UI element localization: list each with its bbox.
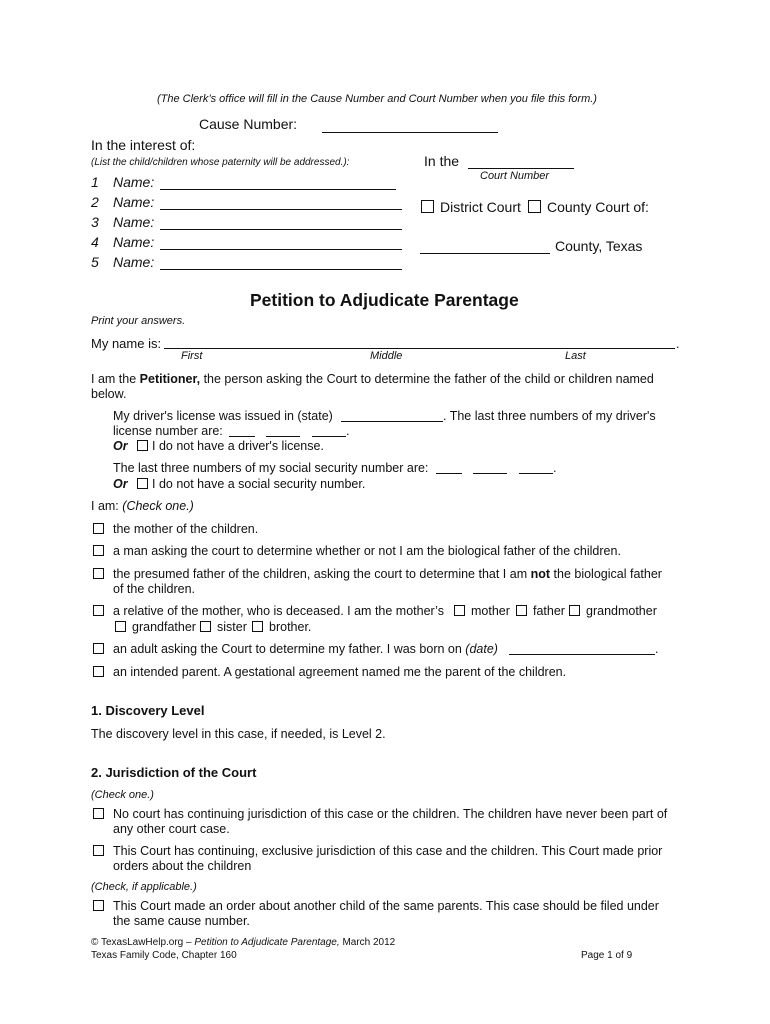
ssn-line1: The last three numbers of my social security number are:: [113, 461, 429, 475]
license-digit-3-field[interactable]: [312, 436, 346, 437]
jurisdiction-none-line1: No court has continuing jurisdiction of this case or the children. The children have never been part of: [113, 807, 668, 821]
discovery-heading: 1. Discovery Level: [91, 703, 205, 718]
no-ssn-label: I do not have a social security number.: [152, 477, 366, 491]
child-4-label: Name:: [113, 234, 155, 250]
license-line1b: . The last three numbers of my driver's: [443, 409, 656, 423]
petitioner-post: the person asking the Court to determine the father of the child or children named: [203, 372, 654, 386]
same-cause-line1: This Court made an order about another child of the same parents. This case should be filed under: [113, 899, 659, 913]
county-court-checkbox[interactable]: [528, 200, 541, 213]
opt-presumed-father-line2: of the children.: [113, 582, 195, 596]
opt-adult-line: [113, 642, 498, 656]
interest-label: In the interest of:: [91, 137, 196, 153]
petitioner-pre: I am the: [91, 372, 137, 386]
child-4-name-field[interactable]: [160, 249, 402, 250]
i-am-label: I am:: [91, 499, 119, 513]
opt5a-text: an adult asking the Court to determine my father. I was born on: [113, 642, 462, 656]
relative-father-label: father: [533, 604, 565, 618]
my-name-label: My name is:: [91, 336, 162, 351]
opt-intended-parent-checkbox[interactable]: [93, 666, 104, 677]
jurisdiction-check-one: (Check one.): [91, 789, 154, 801]
page-number: Page 1 of 9: [581, 950, 633, 961]
opt5-dot: .: [655, 642, 659, 656]
same-cause-checkbox[interactable]: [93, 900, 104, 911]
relative-grandmother-checkbox[interactable]: [569, 605, 580, 616]
footer-line1a: © TexasLawHelp.org –: [91, 937, 192, 948]
petitioner-line2: below.: [91, 387, 127, 401]
license-state-field[interactable]: [341, 421, 443, 422]
child-3-label: Name:: [113, 214, 155, 230]
ssn-digit-1-field[interactable]: [436, 473, 462, 474]
middle-label: Middle: [370, 350, 403, 362]
opt-presumed-father-checkbox[interactable]: [93, 568, 104, 579]
county-court-label: County Court of:: [547, 199, 649, 215]
last-label: Last: [565, 350, 586, 362]
child-3-name-field[interactable]: [160, 229, 402, 230]
opt-biological-father-label: a man asking the court to determine whether or not I am the biological father of the children.: [113, 544, 621, 558]
opt5-date: (date): [465, 642, 498, 656]
child-5-label: Name:: [113, 254, 155, 270]
relative-brother-checkbox[interactable]: [252, 621, 263, 632]
no-ssn-checkbox[interactable]: [137, 478, 148, 489]
district-court-checkbox[interactable]: [421, 200, 434, 213]
relative-father-checkbox[interactable]: [516, 605, 527, 616]
jurisdiction-exclusive-line2: orders about the children: [113, 859, 252, 873]
relative-mother-label: mother: [471, 604, 510, 618]
cause-number-field[interactable]: [322, 132, 498, 133]
license-line2: license number are:: [113, 424, 223, 438]
footer-line1b: Petition to Adjudicate Parentage,: [194, 937, 340, 948]
ssn-digit-3-field[interactable]: [519, 473, 553, 474]
check-applicable-note: (Check, if applicable.): [91, 881, 197, 893]
in-the-label: In the: [424, 153, 460, 169]
jurisdiction-none-checkbox[interactable]: [93, 808, 104, 819]
child-1-name-field[interactable]: [160, 189, 396, 190]
child-2-name-field[interactable]: [160, 209, 402, 210]
print-note: Print your answers.: [91, 315, 186, 327]
petitioner-bold: Petitioner,: [139, 372, 201, 386]
discovery-text: The discovery level in this case, if needed, is Level 2.: [91, 727, 386, 741]
opt-biological-father-checkbox[interactable]: [93, 545, 104, 556]
relative-grandmother-label: grandmother: [586, 604, 657, 618]
child-3-num: 3: [91, 214, 99, 230]
relative-sister-label: sister: [217, 620, 247, 634]
opt-mother-checkbox[interactable]: [93, 523, 104, 534]
child-5-num: 5: [91, 254, 99, 270]
ssn-digit-2-field[interactable]: [473, 473, 507, 474]
no-license-label: I do not have a driver's license.: [152, 439, 324, 453]
opt3a-text: the presumed father of the children, asking the court to determine that I am: [113, 567, 528, 581]
opt-adult-checkbox[interactable]: [93, 643, 104, 654]
footer-line1c: March 2012: [342, 937, 396, 948]
opt3-not: not: [530, 567, 551, 581]
ssn-or: Or: [113, 477, 128, 491]
court-number-field[interactable]: [468, 168, 574, 169]
ssn-dot: .: [553, 461, 557, 475]
petitioner-line1: [91, 372, 654, 386]
birth-date-field[interactable]: [509, 654, 655, 655]
license-line1a: My driver's license was issued in (state): [113, 409, 333, 423]
my-name-period: .: [676, 337, 680, 351]
child-4-num: 4: [91, 234, 99, 250]
opt-mother-label: the mother of the children.: [113, 522, 259, 536]
license-or: Or: [113, 439, 128, 453]
county-name-field[interactable]: [420, 253, 550, 254]
district-court-label: District Court: [440, 199, 521, 215]
opt3b-text: the biological father: [553, 567, 662, 581]
jurisdiction-none-line2: any other court case.: [113, 822, 230, 836]
my-name-field[interactable]: [164, 348, 675, 349]
license-digit-1-field[interactable]: [229, 436, 255, 437]
clerk-note: (The Clerk’s office will fill in the Cause Number and Court Number when you file this form.): [157, 93, 597, 105]
cause-number-label: Cause Number:: [199, 116, 298, 132]
i-am-check-one: (Check one.): [122, 499, 194, 513]
opt-intended-parent-label: an intended parent. A gestational agreement named me the parent of the children.: [113, 665, 567, 679]
relative-mother-checkbox[interactable]: [454, 605, 465, 616]
footer-copyright: [91, 937, 395, 948]
child-5-name-field[interactable]: [160, 269, 402, 270]
child-1-label: Name:: [113, 174, 155, 190]
no-license-checkbox[interactable]: [137, 440, 148, 451]
opt-relative-checkbox[interactable]: [93, 605, 104, 616]
license-digit-2-field[interactable]: [266, 436, 300, 437]
list-note: (List the child/children whose paternity will be addressed.):: [91, 157, 350, 168]
same-cause-line2: the same cause number.: [113, 914, 250, 928]
license-dot: .: [346, 424, 350, 438]
jurisdiction-exclusive-checkbox[interactable]: [93, 845, 104, 856]
footer-code: Texas Family Code, Chapter 160: [91, 950, 237, 961]
child-2-label: Name:: [113, 194, 155, 210]
first-label: First: [181, 350, 203, 362]
relative-grandfather-label: grandfather: [132, 620, 196, 634]
relative-grandfather-checkbox[interactable]: [115, 621, 126, 632]
relative-sister-checkbox[interactable]: [200, 621, 211, 632]
relative-brother-label: brother.: [269, 620, 312, 634]
child-1-num: 1: [91, 174, 99, 190]
jurisdiction-heading: 2. Jurisdiction of the Court: [91, 765, 257, 780]
child-2-num: 2: [91, 194, 99, 210]
jurisdiction-exclusive-line1: This Court has continuing, exclusive jurisdiction of this case and the children. This Court made prior: [113, 844, 663, 858]
opt-presumed-father-line1: [113, 567, 662, 581]
i-am-line: [91, 499, 194, 513]
page-title: Petition to Adjudicate Parentage: [250, 290, 519, 310]
court-number-label: Court Number: [480, 170, 550, 182]
opt-relative-label: a relative of the mother, who is deceased. I am the mother’s: [113, 604, 444, 618]
county-texas-label: County, Texas: [555, 238, 643, 254]
